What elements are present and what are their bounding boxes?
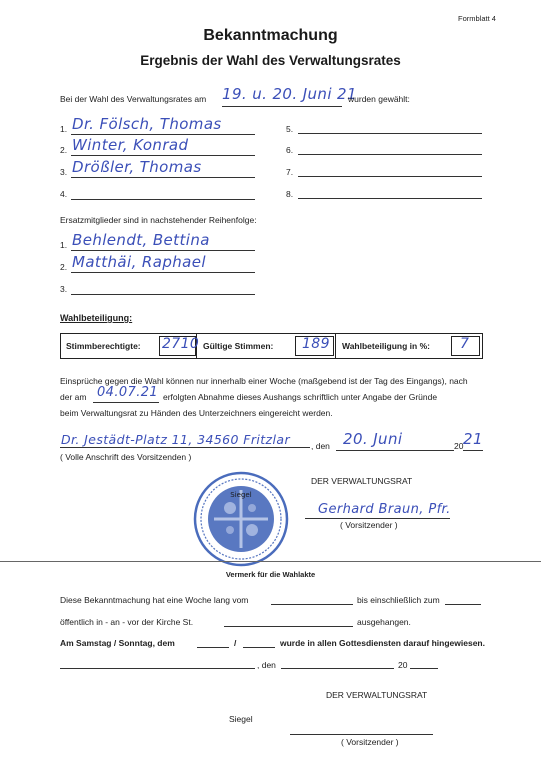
substitute-name-1: Behlendt, Bettina: [72, 231, 210, 249]
election-date-value: 19. u. 20. Juni 21: [222, 85, 357, 103]
note-year-field: [410, 668, 438, 669]
note-line-3-a: Am Samstag / Sonntag, dem: [60, 638, 175, 648]
turnout-divider-2: [335, 333, 336, 359]
substitute-name-2: Matthäi, Raphael: [72, 253, 206, 271]
chair-caption: ( Vorsitzender ): [340, 520, 398, 530]
note-heading: Vermerk für die Wahlakte: [225, 570, 316, 579]
note-line-2-a: öffentlich in - an - vor der Kirche St.: [60, 617, 194, 627]
valid-votes-value: 189: [302, 336, 330, 352]
year-value: 21: [463, 430, 483, 448]
turnout-heading: Wahlbeteiligung:: [60, 313, 133, 323]
council-label: DER VERWALTUNGSRAT: [311, 476, 413, 486]
note-council-label: DER VERWALTUNGSRAT: [326, 690, 428, 700]
objection-line-1: Einsprüche gegen die Wahl können nur innerhalb einer Woche (maßgebend ist der Tag des Eingangs), nach: [60, 376, 468, 386]
member-num-4: 4.: [60, 189, 68, 199]
member-line-5: [298, 133, 482, 134]
member-line-8: [298, 198, 482, 199]
member-name-1: Dr. Fölsch, Thomas: [72, 115, 222, 133]
section-divider: [0, 561, 541, 562]
turnout-percent-value: 7: [460, 336, 470, 352]
member-line-3: [71, 177, 255, 178]
note-place-field: [60, 668, 255, 669]
member-num-8: 8.: [286, 189, 294, 199]
member-line-4: [71, 199, 255, 200]
note-line-1-a: Diese Bekanntmachung hat eine Woche lang vom: [60, 595, 249, 605]
note-line-2-b: ausgehangen.: [357, 617, 411, 627]
substitute-num-2: 2.: [60, 262, 68, 272]
valid-votes-label: Gültige Stimmen:: [203, 341, 274, 351]
eligible-value: 2710: [162, 336, 200, 352]
note-line-4-year: 20: [398, 660, 408, 670]
note-signature-line: [290, 734, 433, 735]
member-name-2: Winter, Konrad: [72, 136, 189, 154]
note-until-field: [445, 604, 481, 605]
member-line-7: [298, 176, 482, 177]
member-name-3: Drößler, Thomas: [72, 158, 202, 176]
intro-text-after: wurden gewählt:: [348, 94, 410, 104]
member-num-7: 7.: [286, 167, 294, 177]
address-value: Dr. Jestädt-Platz 11, 34560 Fritzlar: [61, 432, 290, 447]
address-field: [60, 447, 310, 448]
note-day-field-2: [243, 647, 275, 648]
note-line-1-b: bis einschließlich zum: [357, 595, 440, 605]
substitute-num-3: 3.: [60, 284, 68, 294]
form-label: Formblatt 4: [458, 14, 496, 23]
eligible-label: Stimmberechtigte:: [66, 341, 141, 351]
member-num-3: 3.: [60, 167, 68, 177]
substitute-num-1: 1.: [60, 240, 68, 250]
intro-text: Bei der Wahl des Verwaltungsrates am: [60, 94, 207, 104]
note-chair-caption: ( Vorsitzender ): [341, 737, 399, 747]
objection-line-2-after: erfolgten Abnahme dieses Aushangs schriftlich unter Angabe der Gründe: [163, 392, 438, 402]
page-title: Bekanntmachung: [203, 27, 338, 44]
address-den: , den: [311, 441, 330, 451]
member-line-2: [71, 155, 255, 156]
year-prefix: 20: [454, 441, 464, 451]
substitutes-label: Ersatzmitglieder sind in nachstehender Reihenfolge:: [60, 215, 257, 225]
turnout-percent-label: Wahlbeteiligung in %:: [342, 341, 430, 351]
removal-date-value: 04.07.21: [97, 385, 159, 400]
member-num-5: 5.: [286, 124, 294, 134]
signature-line: [305, 518, 450, 519]
note-seal-label: Siegel: [229, 714, 253, 724]
parish-seal-stamp: [192, 470, 290, 568]
note-from-field: [271, 604, 353, 605]
chair-signature: Gerhard Braun, Pfr.: [318, 502, 451, 517]
seal-word: Siegel: [230, 491, 252, 499]
page-subtitle: Ergebnis der Wahl des Verwaltungsrates: [140, 53, 401, 68]
note-line-3-b: wurde in allen Gottesdiensten darauf hingewiesen.: [280, 638, 485, 648]
objection-line-2-before: der am: [60, 392, 87, 402]
substitute-line-1: [71, 250, 255, 251]
member-num-2: 2.: [60, 145, 68, 155]
signing-date-value: 20. Juni: [343, 430, 403, 448]
substitute-line-2: [71, 272, 255, 273]
member-line-1: [71, 134, 255, 135]
note-church-field: [224, 626, 353, 627]
substitute-line-3: [71, 294, 255, 295]
objection-line-3: beim Verwaltungsrat zu Händen des Unterzeichners eingereicht werden.: [60, 408, 333, 418]
note-line-4-den: , den: [257, 660, 276, 670]
removal-date-field: [93, 402, 159, 403]
member-line-6: [298, 154, 482, 155]
election-date-field: [222, 106, 342, 107]
address-caption: ( Volle Anschrift des Vorsitzenden ): [60, 452, 192, 462]
note-day-field-1: [197, 647, 229, 648]
note-line-3-slash: /: [234, 638, 237, 648]
year-field: [463, 450, 483, 451]
note-date-field: [281, 668, 394, 669]
member-num-6: 6.: [286, 145, 294, 155]
member-num-1: 1.: [60, 124, 68, 134]
signing-date-field: [336, 450, 454, 451]
